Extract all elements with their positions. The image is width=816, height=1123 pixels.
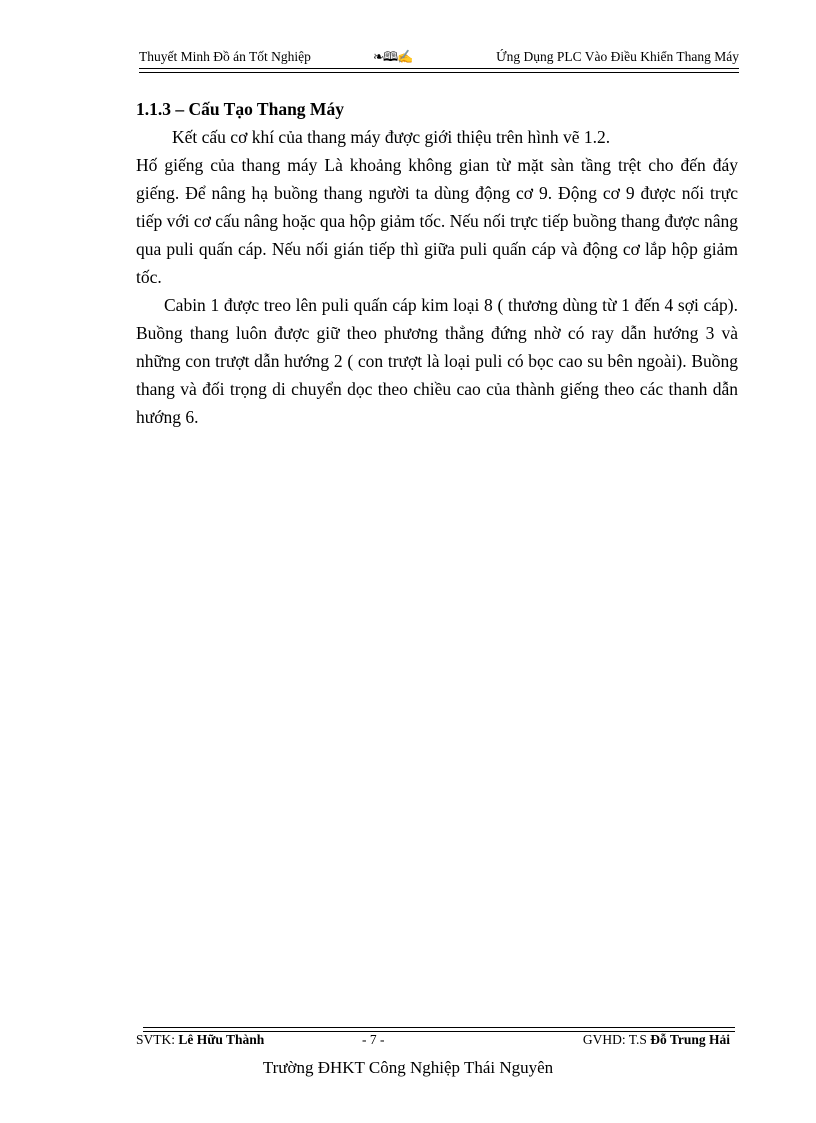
paragraph-pit: Hố giếng của thang máy Là khoảng không gian từ mặt sàn tầng trệt cho đến đáy giếng. Để nâng hạ buồng thang người ta dùng động cơ 9. Động cơ 9 được nối trực tiếp với cơ cấu nâng hoặc qua hộp giảm tốc. Nếu nối trực tiếp buồng thang được nâng qua puli quấn cáp. Nếu nối gián tiếp thì giữa puli quấn cáp và động cơ lắp hộp giảm tốc. <box>136 155 738 287</box>
header-rule-thin <box>139 72 739 73</box>
footer-advisor-name: Đỗ Trung Hải <box>650 1032 730 1047</box>
page-header <box>139 49 739 71</box>
header-rule-thick <box>139 68 739 69</box>
page-footer <box>136 1032 730 1052</box>
header-left-title: Thuyết Minh Đồ án Tốt Nghiệp <box>139 49 311 64</box>
footer-rule-thin <box>143 1027 735 1028</box>
header-right-title: Ứng Dụng PLC Vào Điều Khiển Thang Máy <box>496 49 739 64</box>
footer-student-name: Lê Hữu Thành <box>178 1032 265 1047</box>
section-heading: 1.1.3 – Cấu Tạo Thang Máy <box>136 99 344 119</box>
footer-school: Trường ĐHKT Công Nghiệp Thái Nguyên <box>262 1058 554 1077</box>
footer-student <box>136 1032 264 1048</box>
footer-student-label: SVTK: <box>136 1032 176 1047</box>
paragraph-cabin: Cabin 1 được treo lên puli quấn cáp kim loại 8 ( thương dùng từ 1 đến 4 sợi cáp). Buồng thang luôn được giữ theo phương thẳng đứng nhờ có ray dẫn hướng 3 và những con trượt dẫn hướng 2 ( con trượt là loại puli có bọc cao su bên ngoài). Buồng thang và đối trọng di chuyển dọc theo chiều cao của thành giếng theo các thanh dẫn hướng 6. <box>136 295 738 427</box>
footer-advisor <box>583 1032 730 1048</box>
footer-advisor-label: GVHD: T.S <box>582 1032 647 1047</box>
header-ornament-icon: ❧🕮✍ <box>373 49 413 64</box>
document-body <box>136 95 738 431</box>
page-number: - 7 - <box>362 1032 385 1047</box>
paragraph-intro: Kết cấu cơ khí của thang máy được giới thiệu trên hình vẽ 1.2. <box>172 127 611 147</box>
